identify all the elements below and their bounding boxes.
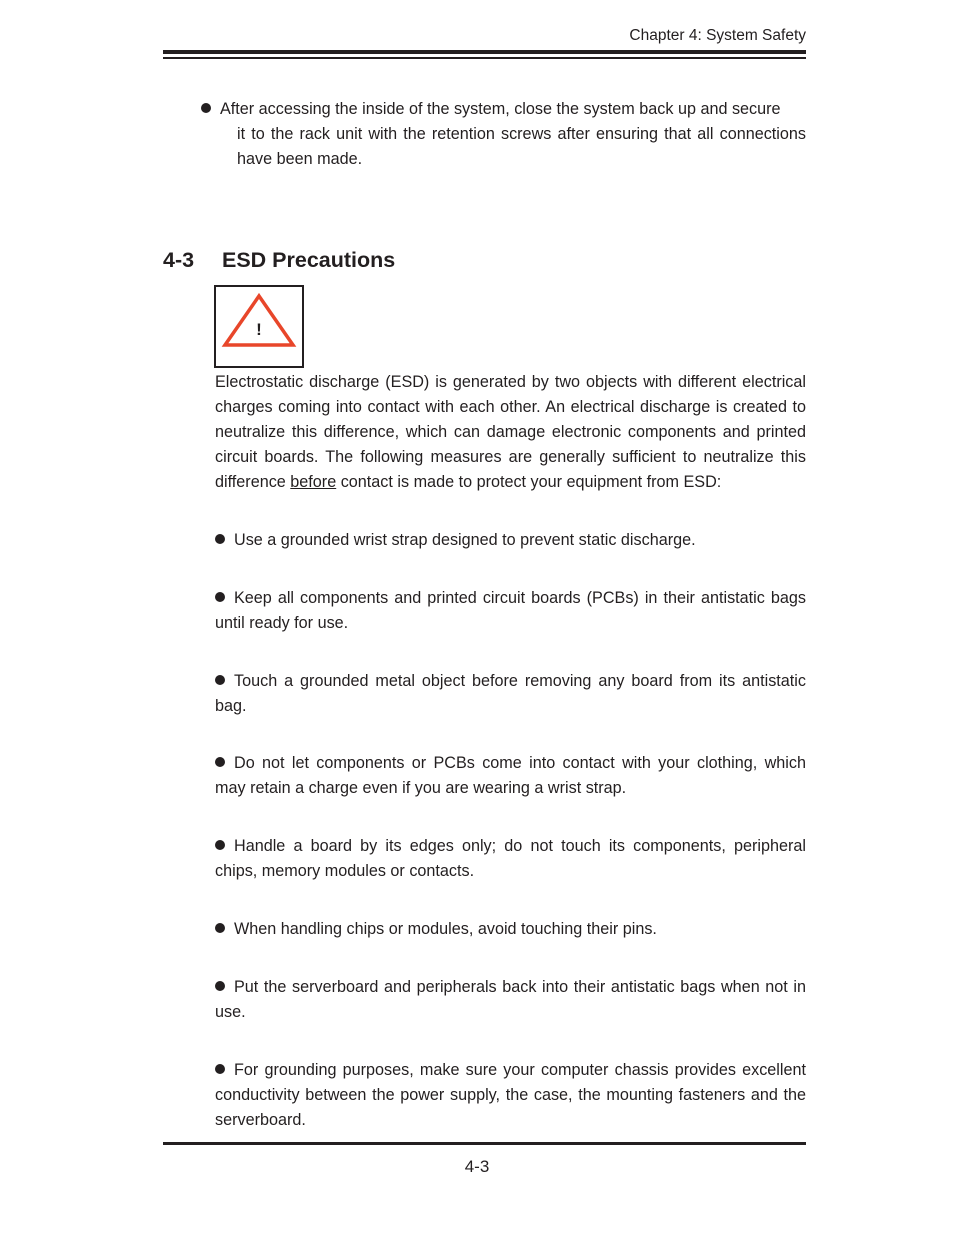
esd-description <box>215 370 806 495</box>
chapter-title: Chapter 4: System Safety <box>629 27 806 44</box>
intro-bullet-item <box>201 97 806 172</box>
intro-bullet-first-line: After accessing the inside of the system, close the system back up and secure <box>201 97 806 122</box>
list-item <box>215 1058 806 1133</box>
bullet-icon <box>215 840 225 850</box>
list-item-text: Do not let components or PCBs come into contact with your clothing, which may retain a charge even if you are wearing a wrist strap. <box>215 754 806 797</box>
list-item-text: Put the serverboard and peripherals back into their antistatic bags when not in use. <box>215 978 806 1021</box>
list-item-text: Keep all components and printed circuit boards (PCBs) in their antistatic bags until ready for use. <box>215 589 806 632</box>
bullet-icon <box>215 675 225 685</box>
footer-rule <box>163 1142 806 1145</box>
list-item-text: Handle a board by its edges only; do not touch its components, peripheral chips, memory modules or contacts. <box>215 837 806 880</box>
header-rule-thick <box>163 50 806 54</box>
esd-description-underlined: before <box>290 473 337 491</box>
bullet-icon <box>215 534 225 544</box>
bullet-icon <box>215 1064 225 1074</box>
list-item <box>215 528 806 553</box>
bullet-icon <box>215 981 225 991</box>
warning-box <box>214 285 304 368</box>
page-number: 4-3 <box>464 1157 490 1176</box>
esd-description-text-b: contact is made to protect your equipment from ESD: <box>336 473 722 491</box>
list-item-text: When handling chips or modules, avoid touching their pins. <box>234 920 657 938</box>
list-item <box>215 975 806 1025</box>
list-item-text: Touch a grounded metal object before removing any board from its antistatic bag. <box>215 672 806 715</box>
section-heading <box>163 248 395 273</box>
esd-description-text-a: Electrostatic discharge (ESD) is generated by two objects with different electrical charges coming into contact with each other. An electrical discharge is created to neutralize this difference, which can damage electronic components and printed circuit boards. The following measures are generally sufficient to neutralize this difference <box>215 373 806 491</box>
list-item <box>215 586 806 636</box>
bullet-icon <box>201 103 211 113</box>
section-number: 4-3 <box>163 248 195 272</box>
bullet-icon <box>215 923 225 933</box>
list-item-text: For grounding purposes, make sure your computer chassis provides excellent conductivity between the power supply, the case, the mounting fasteners and the serverboard. <box>215 1061 806 1129</box>
list-item <box>215 751 806 801</box>
list-item <box>215 834 806 884</box>
list-item <box>215 669 806 719</box>
section-title: ESD Precautions <box>222 248 396 272</box>
bullet-icon <box>215 757 225 767</box>
warning-exclamation: ! <box>256 320 262 339</box>
list-item-text: Use a grounded wrist strap designed to prevent static discharge. <box>234 531 696 549</box>
list-item <box>215 917 806 942</box>
header-rule-thin <box>163 57 806 59</box>
warning-triangle-icon <box>216 287 302 366</box>
intro-bullet-continuation: it to the rack unit with the retention screws after ensuring that all connections have been made. <box>237 125 806 168</box>
bullet-icon <box>215 592 225 602</box>
